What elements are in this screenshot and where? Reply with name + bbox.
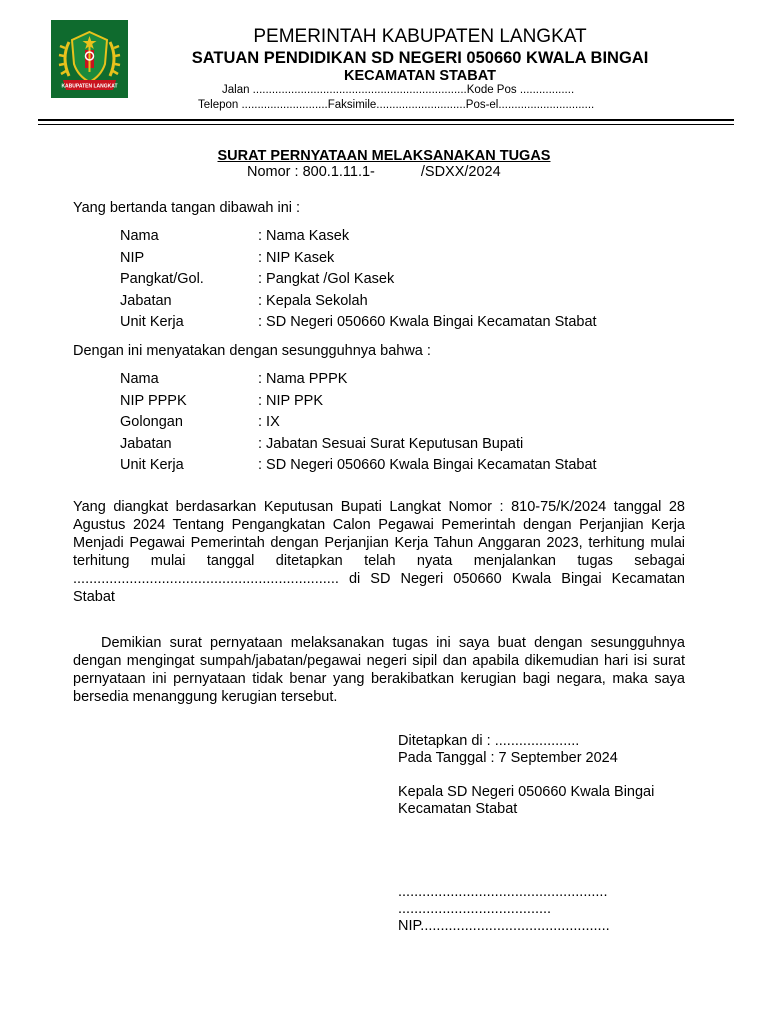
field-value: : Nama PPPK (258, 371, 348, 387)
letter-number-prefix: Nomor : 800.1.11.1- (247, 164, 375, 180)
signature-date: Pada Tanggal : 7 September 2024 (398, 750, 618, 766)
signature-nip-line: NIP............................................... (398, 918, 610, 934)
field-label: Nama (120, 228, 159, 244)
letterhead-divider-thick (38, 119, 734, 121)
letterhead-divider-thin (38, 124, 734, 125)
field-value: : SD Negeri 050660 Kwala Bingai Kecamatan Stabat (258, 457, 597, 473)
letter-title: SURAT PERNYATAAN MELAKSANAKAN TUGAS (217, 148, 551, 164)
regency-emblem-icon (51, 20, 128, 98)
letterhead-government: PEMERINTAH KABUPATEN LANGKAT (253, 26, 587, 47)
field-label: Unit Kerja (120, 314, 184, 330)
declaration-intro: Dengan ini menyatakan dengan sesungguhnya bahwa : (73, 343, 431, 359)
field-label: Nama (120, 371, 159, 387)
field-label: NIP PPPK (120, 392, 187, 409)
closing-paragraph: Demikian surat pernyataan melaksanakan tugas ini saya buat dengan sesungguhnya dengan mengingat sumpah/jabatan/pegawai negeri sipil dan apabila dikemudian hari isi surat pernyataan ini pernyataan tidak benar yang berakibatkan kerugian bagi negara, maka saya bersedia menanggung kerugian tersebut. (73, 635, 685, 705)
field-label: Jabatan (120, 292, 172, 309)
letter-number (247, 164, 501, 181)
letterhead-contact: Telepon ...........................Faksimile............................Pos-el.............................. (198, 99, 595, 111)
signature-name-line: .................................................... (398, 884, 608, 900)
letterhead-school: SATUAN PENDIDIKAN SD NEGERI 050660 KWALA BINGAI (191, 49, 649, 67)
appointment-paragraph: Yang diangkat berdasarkan Keputusan Bupati Langkat Nomor : 810-75/K/2024 tanggal 28 Agustus 2024 Tentang Pengangkatan Calon Pegawai Pemerintah dengan Perjanjian Kerja Menjadi Pegawai Pemerintah dengan Perjanjian Kerja Tahun Anggaran 2023, terhitung mulai terhitung mulai tanggal ditetapkan telah nyata menjalankan tugas sebagai .................................................................. di SD Negeri 050660 Kwala Bingai Kecamatan Stabat (73, 499, 685, 605)
field-value: : Pangkat /Gol Kasek (258, 271, 395, 287)
field-value: : IX (258, 414, 280, 430)
field-value: : Nama Kasek (258, 228, 350, 244)
signature-position: Kepala SD Negeri 050660 Kwala Bingai (398, 784, 655, 800)
letterhead-district: KECAMATAN STABAT (344, 68, 496, 84)
field-label: Pangkat/Gol. (120, 271, 204, 287)
field-value: : NIP PPK (258, 392, 324, 409)
field-label: Golongan (120, 414, 183, 430)
field-label: Jabatan (120, 435, 172, 452)
signature-place: Ditetapkan di : ..................... (398, 733, 580, 749)
emblem-ribbon-text: KABUPATEN LANGKAT (61, 83, 118, 90)
field-value: : SD Negeri 050660 Kwala Bingai Kecamatan Stabat (258, 314, 597, 330)
field-label: Unit Kerja (120, 457, 184, 473)
field-label: NIP (120, 249, 145, 266)
letter-number-suffix: /SDXX/2024 (420, 164, 501, 180)
signer-intro: Yang bertanda tangan dibawah ini : (73, 200, 301, 216)
signature-position-district: Kecamatan Stabat (398, 801, 518, 817)
letterhead-address: Jalan ...................................................................Kode Pos ................. (222, 84, 575, 96)
field-value: : NIP Kasek (258, 249, 335, 266)
signature-rank-line: ...................................... (398, 901, 552, 917)
field-value: : Jabatan Sesuai Surat Keputusan Bupati (258, 435, 524, 452)
field-value: : Kepala Sekolah (258, 292, 368, 309)
